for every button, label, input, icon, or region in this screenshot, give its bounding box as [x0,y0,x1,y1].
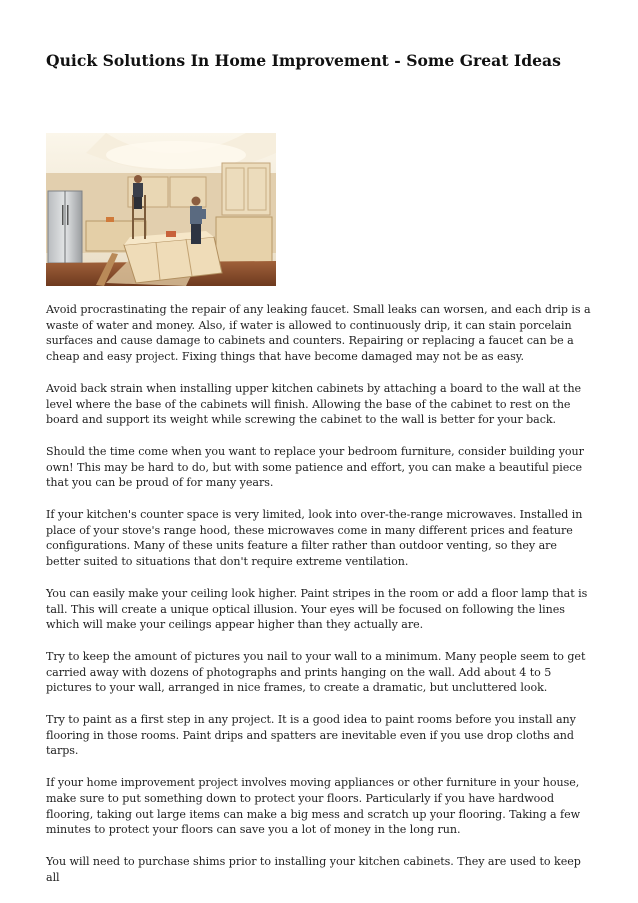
paragraph: If your kitchen's counter space is very limited, look into over-the-range microwaves. Installed in place of your stove's range hood, these microwaves come in many different prices and feature configurations. Many of these units feature a filter rather than outdoor venting, so they are better suited to situations that don't require extreme ventilation. [46,508,583,569]
paragraph: You will need to purchase shims prior to installing your kitchen cabinets. They are used to keep all [46,854,581,884]
paragraph: You can easily make your ceiling look higher. Paint stripes in the room or add a floor lamp that is tall. This will create a unique optical illusion. Your eyes will be focused on following the lines which will make your ceilings appear higher than they actually are. [46,586,588,632]
article-body [46,302,594,901]
paragraph: Should the time come when you want to replace your bedroom furniture, consider building your own! This may be hard to do, but with some patience and effort, you can make a beautiful piece that you can be proud of for many years. [46,444,584,490]
paragraph: Try to paint as a first step in any project. It is a good idea to paint rooms before you install any flooring in those rooms. Paint drips and spatters are inevitable even if you use drop cloths and tarps. [46,713,576,758]
paragraph: If your home improvement project involves moving appliances or other furniture in your house, make sure to put something down to protect your floors. Particularly if you have hardwood flooring, taking out large items can make a big mess and scratch up your flooring. Taking a few minutes to protect your floors can save you a lot of money in the long run. [46,776,581,837]
paragraph: Avoid back strain when installing upper kitchen cabinets by attaching a board to the wall at the level where the base of the cabinets will finish. Allowing the base of the cabinet to rest on the board and support its weight while screwing the cabinet to the wall is better for your back. [46,381,582,427]
paragraph: Try to keep the amount of pictures you nail to your wall to a minimum. Many people seem to get carried away with dozens of photographs and prints hanging on the wall. Add about 4 to 5 pictures to your wall, arranged in nice frames, to create a dramatic, but uncluttered look. [46,649,586,695]
kitchen-renovation-photo [46,133,276,286]
paragraph: Avoid procrastinating the repair of any leaking faucet. Small leaks can worsen, and each drip is a waste of water and money. Also, if water is allowed to continuously drip, it can stain porcelain surfaces and cause damage to cabinets and counters. Repairing or replacing a faucet can be a cheap and easy project. Fixing things that have become damaged may not be as easy. [46,303,591,364]
document-title: Quick Solutions In Home Improvement - Some Great Ideas [46,51,561,70]
